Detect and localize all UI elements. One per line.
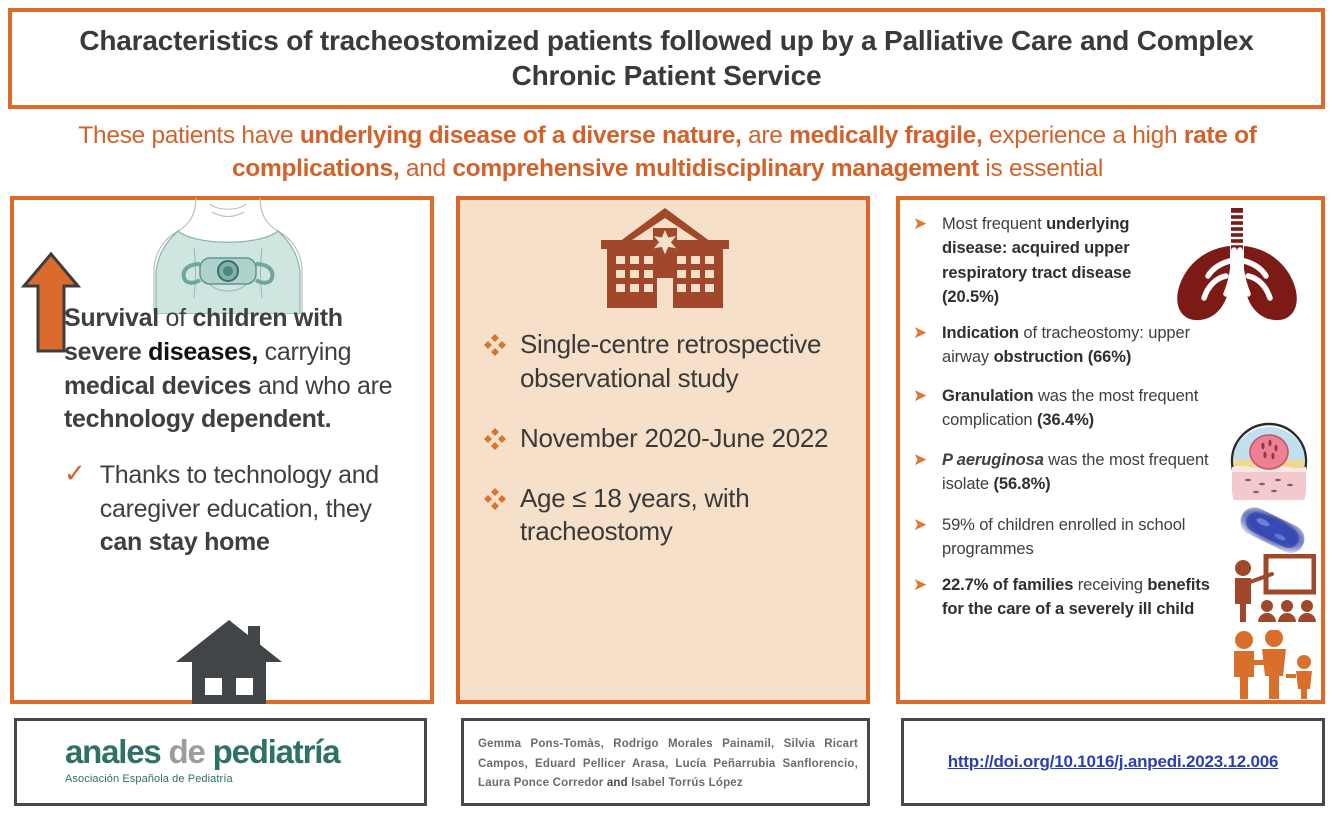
granulation-tissue-icon	[1230, 422, 1308, 500]
classroom-teacher-icon	[1228, 554, 1316, 628]
list-item-label: Single-centre retrospective observational study	[520, 329, 822, 393]
subtitle-bold-4: comprehensive multidisciplinary management	[452, 154, 979, 182]
check-seg-2: can stay home	[99, 528, 270, 556]
r3-seg-1: Granulation	[942, 386, 1034, 405]
hospital-building-icon	[599, 204, 731, 314]
r1-seg-1: Most frequent	[942, 215, 1047, 233]
house-icon	[174, 618, 284, 706]
list-item	[484, 328, 854, 396]
logo-word-1: anales	[65, 733, 161, 770]
title-box	[8, 8, 1325, 109]
diamond-bullet-icon	[484, 482, 506, 516]
page-title	[12, 24, 1321, 93]
arrow-bullet-icon: ➤	[912, 575, 928, 594]
r6-seg-3: benefits for the care of a severely ill child	[942, 576, 1210, 619]
doi-box	[901, 718, 1325, 806]
r1-seg-2: underlying disease: acquired upper respiratory tract disease (20.5%)	[942, 215, 1132, 306]
tracheostomy-neck-illustration	[138, 198, 318, 314]
middle-panel-list	[484, 328, 854, 575]
left-panel-body	[64, 302, 420, 560]
journal-logo-title	[65, 735, 339, 768]
arrow-bullet-icon: ➤	[912, 214, 928, 233]
doi-link[interactable]: http://doi.org/10.1016/j.anpedi.2023.12.006	[947, 752, 1279, 771]
journal-logo	[65, 735, 339, 785]
arrow-bullet-icon: ➤	[912, 385, 928, 405]
list-item-label	[942, 321, 1210, 370]
r2-seg-2: of tracheostomy: upper airway	[942, 324, 1190, 367]
journal-logo-tagline: Asociación Española de Pediatría	[65, 773, 233, 785]
arrow-bullet-icon: ➤	[912, 514, 928, 534]
subtitle	[20, 120, 1315, 185]
list-item	[484, 422, 854, 456]
lead-seg-5: ,	[251, 337, 265, 366]
diamond-bullet-icon	[484, 328, 506, 362]
list-item-label: November 2020-June 2022	[520, 422, 829, 453]
list-item-label	[942, 573, 1210, 622]
journal-logo-box	[14, 718, 427, 806]
right-panel	[896, 196, 1325, 704]
subtitle-seg-3: experience a high	[982, 122, 1184, 149]
list-item-label: 59% of children enrolled in school programmes	[942, 515, 1186, 558]
r6-seg-1: 22.7% of families	[942, 576, 1074, 594]
r4-seg-1: P aeruginosa	[942, 451, 1044, 469]
left-check-text	[100, 459, 420, 560]
middle-panel	[456, 196, 870, 704]
r3-seg-3: (36.4%)	[1037, 410, 1095, 429]
lead-seg-3: children with severe	[64, 304, 343, 366]
subtitle-bold-3: rate of complications,	[231, 122, 1257, 182]
lead-seg-2: of	[158, 304, 193, 332]
authors-and: and	[606, 777, 628, 790]
title-line-2: and Complex Chronic Patient Service	[511, 24, 1254, 91]
lead-seg-8: and who are	[251, 371, 393, 400]
r4-seg-3: (56.8%)	[993, 475, 1051, 494]
left-check-item	[64, 459, 420, 560]
subtitle-seg-2: are	[741, 122, 790, 149]
lead-seg-9: technology dependent.	[64, 405, 332, 434]
check-icon: ✓	[64, 458, 86, 488]
arrow-bullet-icon: ➤	[912, 323, 928, 342]
lead-seg-1: Survival	[64, 304, 159, 332]
lead-seg-4: diseases	[148, 337, 252, 366]
list-item-label: Age ≤ 18 years, with tracheostomy	[520, 482, 750, 547]
list-item	[484, 482, 854, 550]
subtitle-seg-1: These patients have	[78, 122, 300, 149]
diamond-bullet-icon	[484, 422, 506, 456]
r6-seg-2: receiving	[1073, 576, 1148, 594]
list-item	[906, 321, 1323, 370]
authors-seg-1: Gemma Pons-Tomàs, Rodrigo Morales Painamil, Silvia Ricart Campos, Eduard Pellicer Arasa, Lucía Peñarrubia Sanflorencio, Laura Ponce Corredor	[478, 738, 858, 790]
subtitle-seg-5: is essential	[978, 154, 1104, 182]
arrow-bullet-icon: ➤	[912, 450, 928, 469]
r2-seg-1: Indication	[942, 324, 1019, 342]
list-item-label	[942, 384, 1210, 433]
title-line-1: Characteristics of tracheostomized patients followed up by a Palliative Care	[79, 24, 1073, 56]
doi-wrap	[904, 721, 1322, 803]
logo-word-2: de	[168, 733, 205, 770]
lead-seg-7: medical devices	[64, 371, 252, 400]
check-seg-1: Thanks to technology and caregiver education, they	[99, 461, 379, 523]
r4-seg-2: was the most frequent isolate	[942, 451, 1209, 494]
r3-seg-2: was the most frequent complication	[942, 386, 1199, 429]
authors-box	[461, 718, 870, 806]
lungs-icon	[1168, 206, 1306, 324]
list-item-label	[942, 448, 1210, 497]
subtitle-bold-1: underlying disease of a diverse nature,	[299, 122, 742, 149]
left-lead-paragraph	[64, 302, 420, 437]
family-icon	[1224, 630, 1320, 700]
lead-seg-6: carrying	[264, 337, 352, 366]
left-panel	[10, 196, 434, 704]
subtitle-bold-2: medically fragile,	[789, 122, 983, 149]
subtitle-seg-4: and	[399, 154, 453, 182]
logo-word-3: pediatría	[212, 733, 340, 770]
bacteria-icon	[1230, 500, 1314, 562]
authors-list	[478, 735, 858, 794]
r2-seg-3: obstruction (66%)	[993, 348, 1132, 367]
list-item-label	[942, 212, 1170, 309]
authors-seg-2: Isabel Torrús López	[627, 777, 743, 790]
